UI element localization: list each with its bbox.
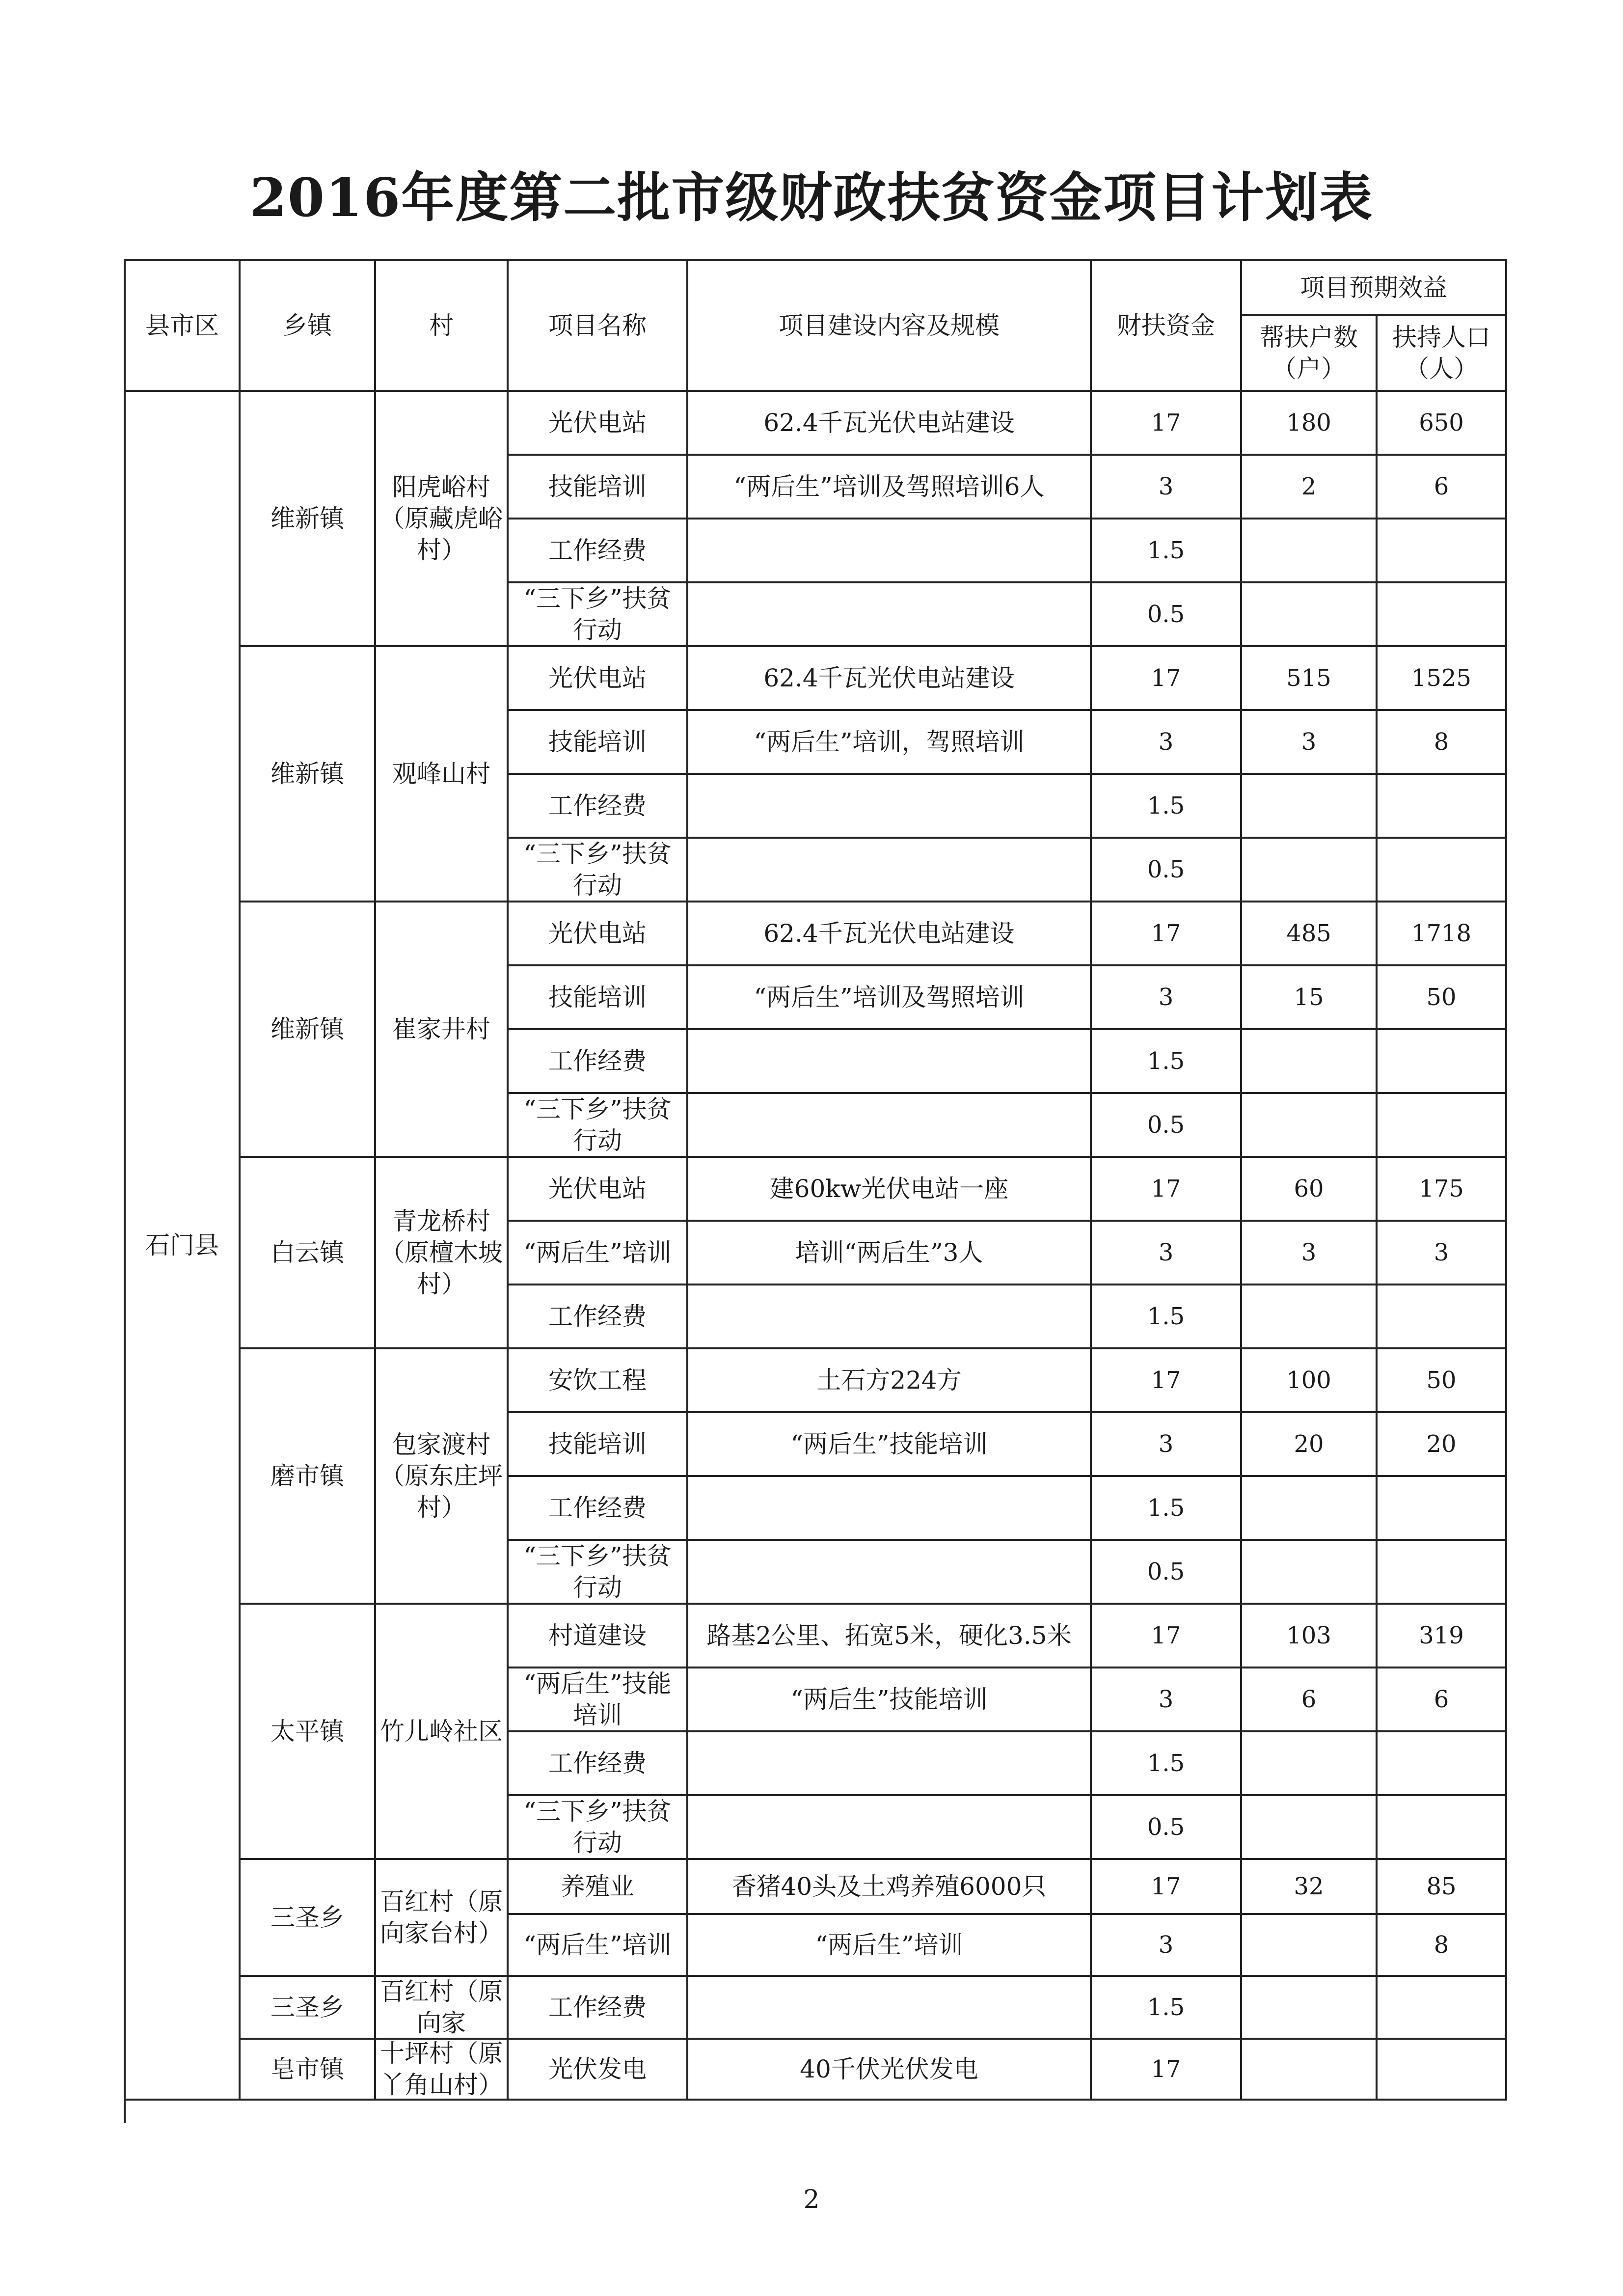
page-title: 2016年度第二批市级财政扶贫资金项目计划表 [249,167,1374,229]
header-town: 乡镇 [241,261,376,392]
project-name-cell: 工作经费 [509,1285,688,1349]
header-population: 扶持人口（人） [1378,316,1507,392]
funds-cell: 3 [1092,1915,1242,1977]
population-cell: 8 [1378,711,1507,775]
population-cell [1378,1796,1507,1860]
population-cell: 3 [1378,1222,1507,1285]
town-cell: 三圣乡 [241,1977,376,2040]
population-cell: 319 [1378,1605,1507,1668]
population-cell: 1718 [1378,902,1507,966]
project-name-cell: “三下乡”扶贫行动 [509,1094,688,1158]
project-name-cell: 光伏发电 [509,2040,688,2101]
project-name-cell: 工作经费 [509,1977,688,2040]
households-cell: 15 [1242,966,1378,1030]
population-cell: 20 [1378,1413,1507,1477]
project-name-cell: 村道建设 [509,1605,688,1668]
population-cell: 85 [1378,1860,1507,1915]
households-cell: 60 [1242,1158,1378,1222]
population-cell: 50 [1378,1349,1507,1413]
project-name-cell: 工作经费 [509,1030,688,1094]
village-cell: 崔家井村 [376,902,509,1158]
project-name-cell: “两后生”培训 [509,1222,688,1285]
project-content-cell [688,1541,1092,1605]
project-content-cell: 62.4千瓦光伏电站建设 [688,902,1092,966]
project-name-cell: 光伏电站 [509,902,688,966]
households-cell [1242,775,1378,839]
population-cell [1378,839,1507,902]
population-cell [1378,775,1507,839]
funds-cell: 0.5 [1092,1796,1242,1860]
project-content-cell: “两后生”培训及驾照培训6人 [688,456,1092,519]
header-county: 县市区 [126,261,241,392]
project-name-cell: 技能培训 [509,966,688,1030]
project-name-cell: “三下乡”扶贫行动 [509,1541,688,1605]
households-cell: 3 [1242,1222,1378,1285]
population-cell [1378,1541,1507,1605]
project-name-cell: 工作经费 [509,1732,688,1796]
village-cell: 竹儿岭社区 [376,1605,509,1860]
project-name-cell: 技能培训 [509,711,688,775]
population-cell [1378,1477,1507,1541]
project-name-cell: 技能培训 [509,1413,688,1477]
project-content-cell [688,519,1092,583]
households-cell: 2 [1242,456,1378,519]
project-content-cell: 建60kw光伏电站一座 [688,1158,1092,1222]
project-content-cell [688,1977,1092,2040]
project-content-cell [688,1094,1092,1158]
population-cell [1378,1977,1507,2040]
project-content-cell: 62.4千瓦光伏电站建设 [688,647,1092,711]
project-content-cell [688,775,1092,839]
households-cell [1242,1732,1378,1796]
town-cell: 维新镇 [241,902,376,1158]
households-cell [1242,2040,1378,2101]
funds-cell: 1.5 [1092,1477,1242,1541]
funds-cell: 1.5 [1092,519,1242,583]
town-cell: 皂市镇 [241,2040,376,2101]
project-content-cell [688,839,1092,902]
population-cell: 1525 [1378,647,1507,711]
funds-cell: 0.5 [1092,1541,1242,1605]
header-project: 项目名称 [509,261,688,392]
households-cell [1242,839,1378,902]
households-cell: 6 [1242,1668,1378,1732]
households-cell [1242,1541,1378,1605]
project-content-cell: “两后生”培训及驾照培训 [688,966,1092,1030]
project-name-cell: 工作经费 [509,775,688,839]
population-cell: 8 [1378,1915,1507,1977]
funds-cell: 3 [1092,1222,1242,1285]
population-cell: 6 [1378,456,1507,519]
village-cell: 百红村（原向家台村） [376,1860,509,1977]
funds-cell: 0.5 [1092,839,1242,902]
funds-cell: 3 [1092,1668,1242,1732]
village-cell: 百红村（原向家 [376,1977,509,2040]
population-cell [1378,1732,1507,1796]
header-content: 项目建设内容及规模 [688,261,1092,392]
funds-cell: 17 [1092,1158,1242,1222]
households-cell [1242,1285,1378,1349]
funds-cell: 17 [1092,1605,1242,1668]
population-cell [1378,1285,1507,1349]
funds-cell: 17 [1092,1860,1242,1915]
households-cell: 180 [1242,392,1378,456]
town-cell: 太平镇 [241,1605,376,1860]
project-content-cell [688,1030,1092,1094]
funds-cell: 0.5 [1092,1094,1242,1158]
households-cell: 100 [1242,1349,1378,1413]
project-name-cell: “两后生”技能培训 [509,1668,688,1732]
households-cell [1242,519,1378,583]
project-content-cell: “两后生”培训 [688,1915,1092,1977]
town-cell: 三圣乡 [241,1860,376,1977]
town-cell: 维新镇 [241,392,376,647]
project-content-cell [688,583,1092,647]
header-benefit: 项目预期效益 [1242,261,1507,316]
population-cell: 175 [1378,1158,1507,1222]
header-households: 帮扶户数（户） [1242,316,1378,392]
funds-cell: 3 [1092,456,1242,519]
population-cell: 650 [1378,392,1507,456]
project-content-cell [688,1477,1092,1541]
funds-cell: 1.5 [1092,1732,1242,1796]
project-content-cell: 培训“两后生”3人 [688,1222,1092,1285]
project-content-cell [688,1285,1092,1349]
project-name-cell: “三下乡”扶贫行动 [509,839,688,902]
households-cell: 32 [1242,1860,1378,1915]
households-cell [1242,1977,1378,2040]
project-content-cell: 土石方224方 [688,1349,1092,1413]
project-content-cell [688,1796,1092,1860]
households-cell [1242,583,1378,647]
village-cell: 十坪村（原丫角山村） [376,2040,509,2101]
households-cell: 485 [1242,902,1378,966]
page-number: 2 [803,2185,820,2214]
town-cell: 白云镇 [241,1158,376,1349]
funds-cell: 1.5 [1092,1285,1242,1349]
funds-cell: 3 [1092,1413,1242,1477]
header-village: 村 [376,261,509,392]
village-cell: 观峰山村 [376,647,509,902]
funds-cell: 17 [1092,2040,1242,2101]
town-cell: 维新镇 [241,647,376,902]
project-name-cell: 安饮工程 [509,1349,688,1413]
project-name-cell: 工作经费 [509,1477,688,1541]
population-cell [1378,583,1507,647]
project-name-cell: 养殖业 [509,1860,688,1915]
project-content-cell: “两后生”技能培训 [688,1413,1092,1477]
population-cell [1378,1030,1507,1094]
project-content-cell: 香猪40头及土鸡养殖6000只 [688,1860,1092,1915]
population-cell [1378,2040,1507,2101]
project-plan-table [124,259,1507,2123]
project-content-cell: 40千伏光伏发电 [688,2040,1092,2101]
funds-cell: 1.5 [1092,1030,1242,1094]
project-name-cell: 光伏电站 [509,392,688,456]
funds-cell: 17 [1092,902,1242,966]
funds-cell: 1.5 [1092,775,1242,839]
project-name-cell: “两后生”培训 [509,1915,688,1977]
town-cell: 磨市镇 [241,1349,376,1605]
project-name-cell: “三下乡”扶贫行动 [509,583,688,647]
funds-cell: 3 [1092,711,1242,775]
funds-cell: 17 [1092,1349,1242,1413]
households-cell: 103 [1242,1605,1378,1668]
funds-cell: 17 [1092,392,1242,456]
project-name-cell: 光伏电站 [509,1158,688,1222]
village-cell: 阳虎峪村（原藏虎峪村） [376,392,509,647]
population-cell [1378,519,1507,583]
village-cell: 青龙桥村（原檀木坡村） [376,1158,509,1349]
households-cell: 20 [1242,1413,1378,1477]
households-cell [1242,1477,1378,1541]
population-cell: 6 [1378,1668,1507,1732]
project-content-cell: 62.4千瓦光伏电站建设 [688,392,1092,456]
funds-cell: 17 [1092,647,1242,711]
project-content-cell: “两后生”技能培训 [688,1668,1092,1732]
project-name-cell: 光伏电站 [509,647,688,711]
village-cell: 包家渡村（原东庄坪村） [376,1349,509,1605]
project-content-cell: “两后生”培训，驾照培训 [688,711,1092,775]
project-content-cell: 路基2公里、拓宽5米，硬化3.5米 [688,1605,1092,1668]
population-cell: 50 [1378,966,1507,1030]
project-name-cell: “三下乡”扶贫行动 [509,1796,688,1860]
funds-cell: 0.5 [1092,583,1242,647]
project-name-cell: 工作经费 [509,519,688,583]
households-cell: 3 [1242,711,1378,775]
households-cell: 515 [1242,647,1378,711]
households-cell [1242,1094,1378,1158]
households-cell [1242,1915,1378,1977]
population-cell [1378,1094,1507,1158]
county-cell: 石门县 [126,392,241,2101]
project-name-cell: 技能培训 [509,456,688,519]
project-content-cell [688,1732,1092,1796]
funds-cell: 1.5 [1092,1977,1242,2040]
households-cell [1242,1796,1378,1860]
header-funds: 财扶资金 [1092,261,1242,392]
funds-cell: 3 [1092,966,1242,1030]
households-cell [1242,1030,1378,1094]
